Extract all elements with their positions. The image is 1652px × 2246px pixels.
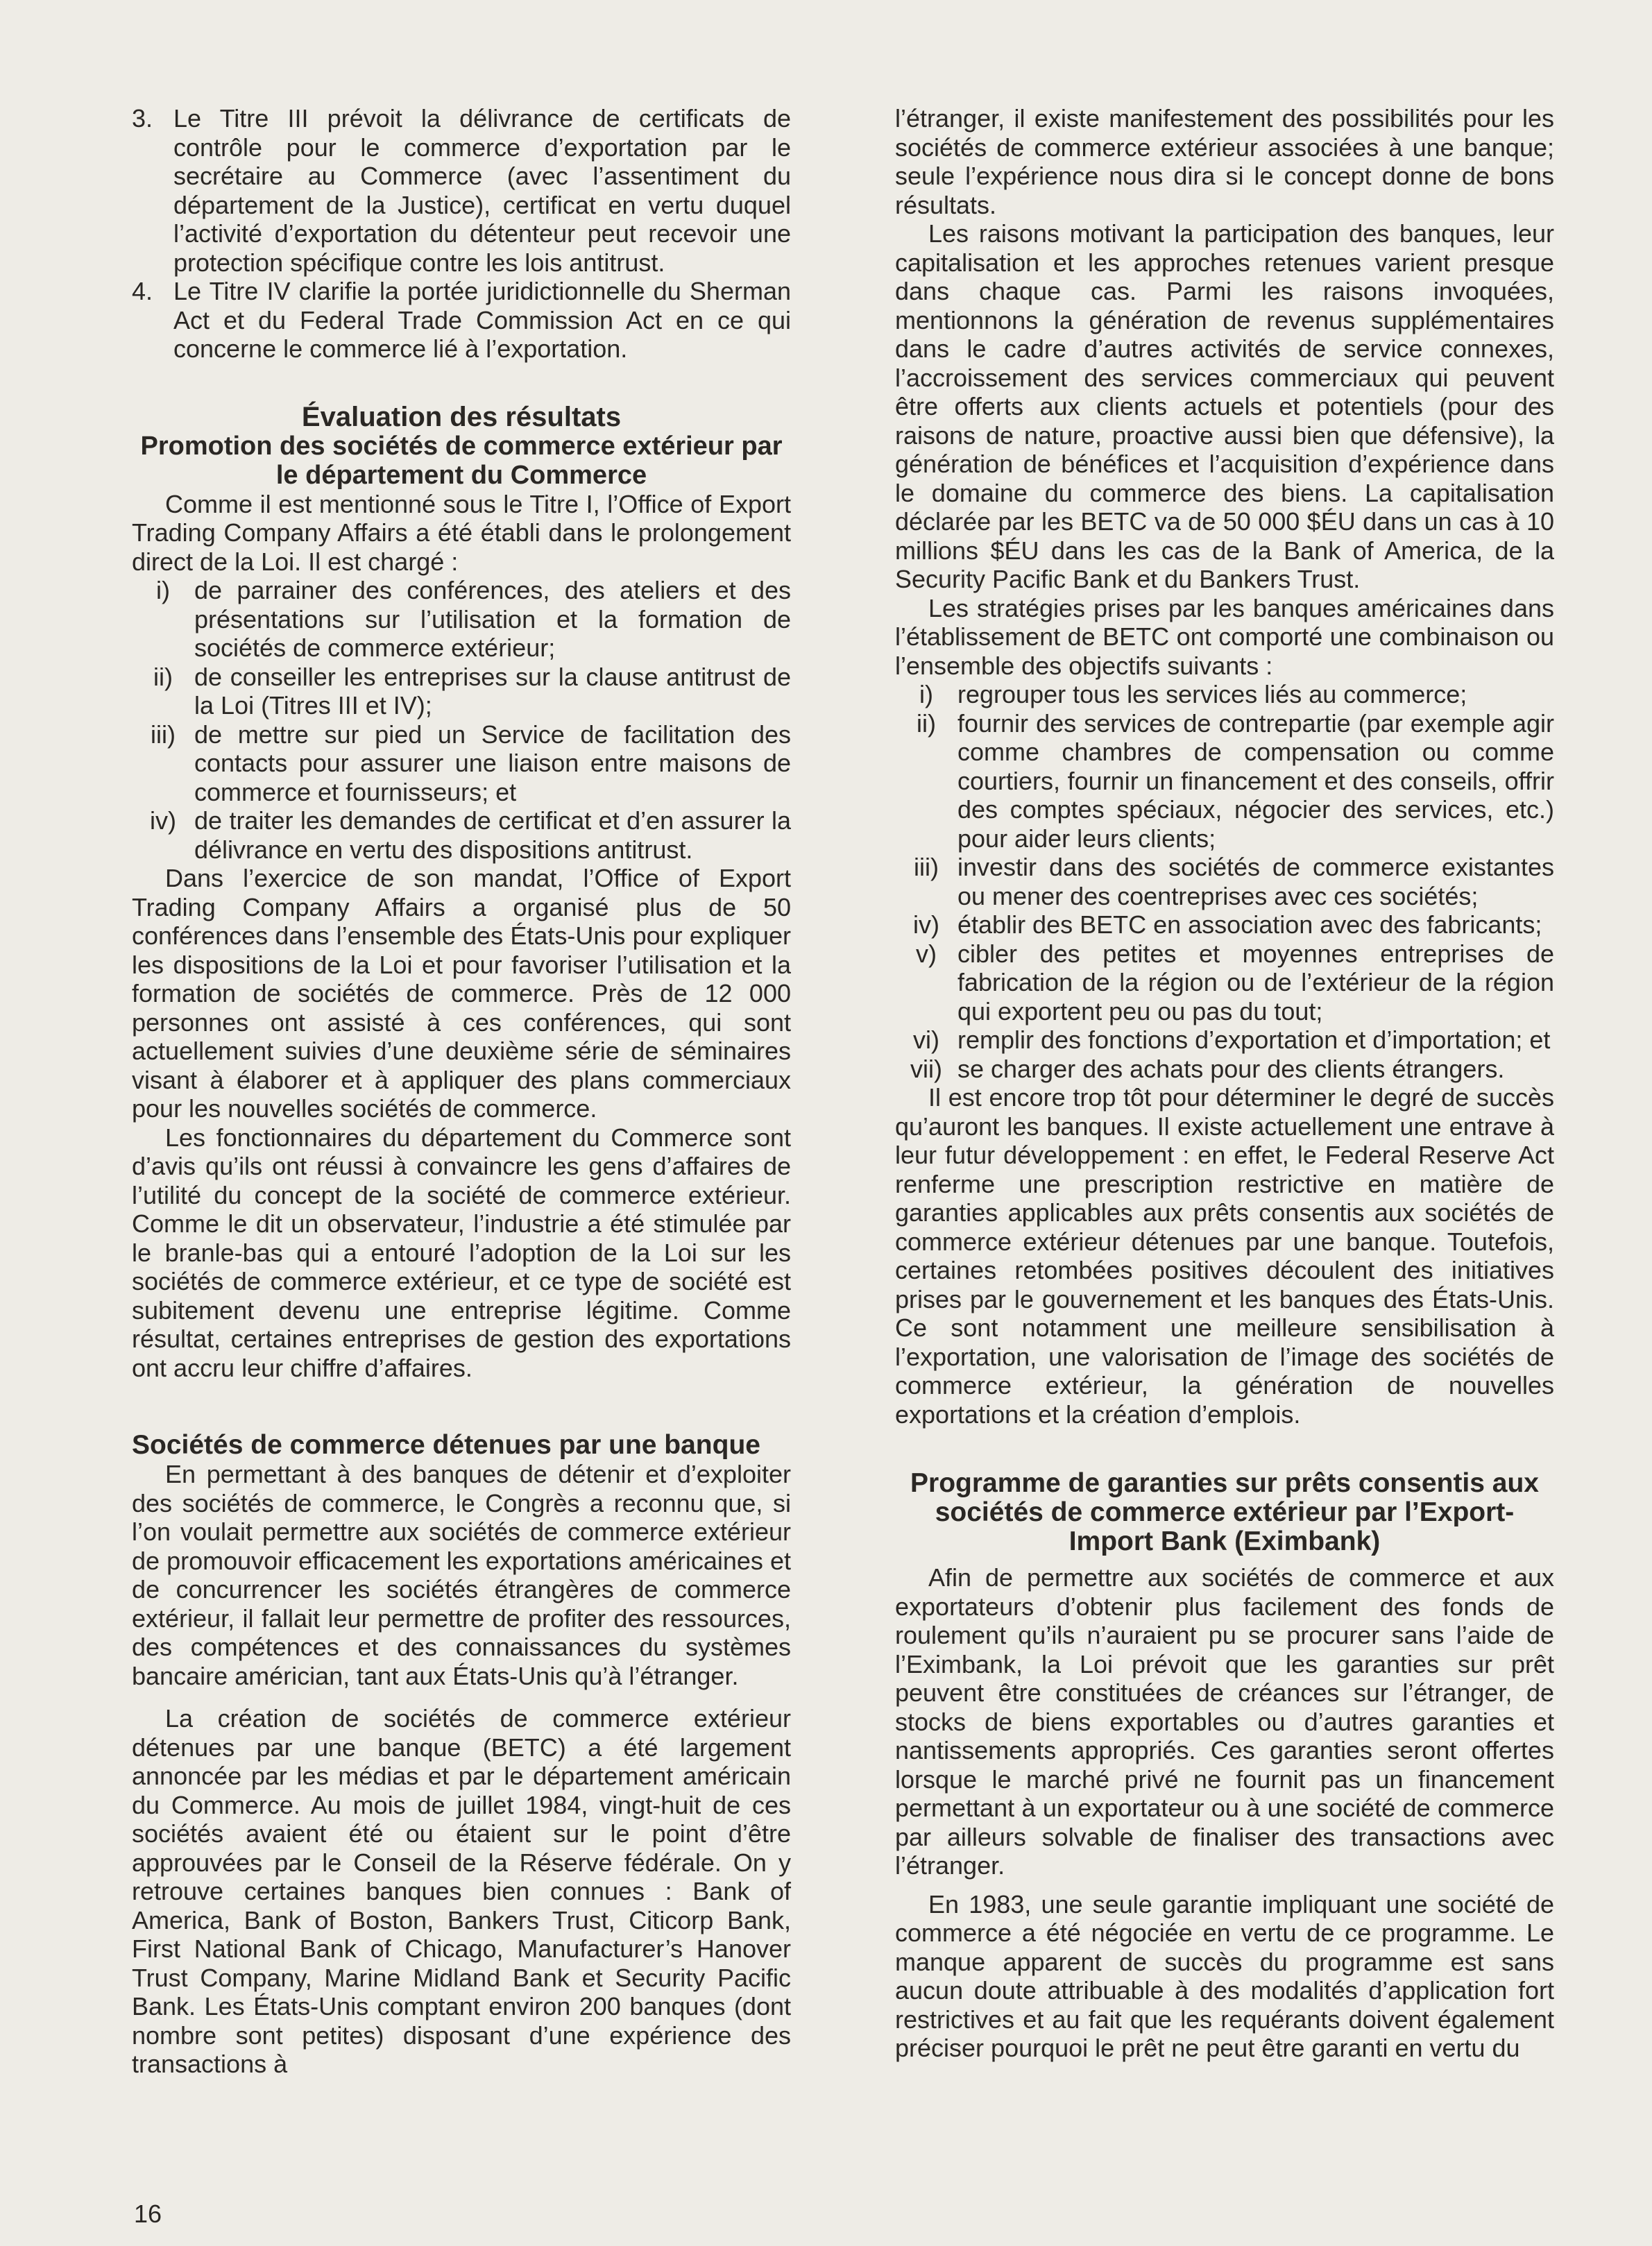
list-item: [895, 1026, 1554, 1055]
paragraph: Les raisons motivant la participation des banques, leur capitalisation et les approches retenues varient presque dans chaque cas. Parmi les raisons invoquées, mentionnons la génération de revenus supplémentaires dans le cadre d’autres activités de service connexes, l’accroissement des services commerciaux qui peuvent être offerts aux clients actuels et potentiels (pour des raisons de nature, proactive aussi bien que défensive), la génération de bénéfices et l’acquisition d’expérience dans le domaine du commerce des biens. La capitalisation déclarée par les BETC va de 50 000 $ÉU dans un cas à 10 millions $ÉU dans les cas de la Bank of America, de la Security Pacific Bank et du Bankers Trust.: [895, 219, 1554, 593]
list-text: cibler des petites et moyennes entreprises de fabrication de la région ou de l’extérieur de la région qui exportent peu ou pas du tout;: [957, 939, 1554, 1026]
list-marker: vii): [910, 1054, 942, 1083]
list-marker: iii): [914, 853, 939, 881]
roman-list: [132, 576, 791, 864]
item-text: Le Titre IV clarifie la portée juridictionnelle du Sherman Act et du Federal Trade Commission Act en ce qui concerne le commerce lié à l’exportation.: [173, 277, 791, 363]
list-marker: i): [919, 680, 933, 708]
paragraph: Comme il est mentionné sous le Titre I, l’Office of Export Trading Company Affairs a été établi dans le prolongement direct de la Loi. Il est chargé :: [132, 489, 791, 576]
subsection-heading: Promotion des sociétés de commerce extérieur par le département du Commerce: [140, 431, 783, 490]
paragraph: Les fonctionnaires du département du Commerce sont d’avis qu’ils ont réussi à convaincre les gens d’affaires de l’utilité du concept de la société de commerce extérieur. Comme le dit un observateur, l’industrie a été stimulée par le branle-bas qui a entouré l’adoption de la Loi sur les sociétés de commerce extérieur, et ce type de société est subitement devenu une entreprise légitime. Comme résultat, certaines entreprises de gestion des exportations ont accru leur chiffre d’affaires.: [132, 1123, 791, 1382]
list-text: regrouper tous les services liés au commerce;: [957, 680, 1467, 708]
list-text: se charger des achats pour des clients étrangers.: [957, 1054, 1505, 1083]
list-item: [132, 720, 791, 807]
numbered-item: [132, 104, 791, 277]
list-text: de traiter les demandes de certificat et d’en assurer la délivrance en vertu des dispositions antitrust.: [194, 806, 791, 864]
page-number: 16: [134, 2200, 162, 2228]
item-number: 3.: [132, 104, 153, 133]
list-item: [895, 853, 1554, 910]
item-number: 4.: [132, 277, 153, 305]
paragraph: En permettant à des banques de détenir et d’exploiter des sociétés de commerce, le Congrès a reconnu que, si l’on voulait permettre aux sociétés de commerce extérieur de promouvoir efficacement les exportations américaines et de concurrencer les sociétés étrangères de commerce extérieur, il fallait leur permettre de profiter des ressources, des compétences et des connaissances du systèmes bancaire américian, tant aux États-Unis qu’à l’étranger.: [132, 1460, 791, 1690]
section-heading: Évaluation des résultats: [301, 401, 622, 432]
section-heading: Programme de garanties sur prêts consentis aux sociétés de commerce extérieur par l’Export-Import Bank (Eximbank): [910, 1468, 1539, 1556]
list-item: [895, 680, 1554, 709]
list-text: établir des BETC en association avec des fabricants;: [957, 910, 1542, 939]
list-text: fournir des services de contrepartie (par exemple agir comme chambres de compensation ou comme courtiers, fournir un financement et des conseils, offrir des comptes spéciaux, négocier des services, etc.) pour aider leurs clients;: [957, 708, 1554, 853]
list-marker: iv): [150, 806, 176, 835]
list-item: [895, 1055, 1554, 1084]
paragraph: La création de sociétés de commerce extérieur détenues par une banque (BETC) a été largement annoncée par les médias et par le département américain du Commerce. Au mois de juillet 1984, vingt-huit de ces sociétés avaient été ou étaient sur le point d’être approuvées par le Conseil de la Réserve fédérale. On y retrouve certaines banques bien connues : Bank of America, Bank of Boston, Bankers Trust, Citicorp Bank, First National Bank of Chicago, Manufacturer’s Hanover Trust Company, Marine Midland Bank et Security Pacific Bank. Les États-Unis comptant environ 200 banques (dont nombre sont petites) disposant d’une expérience des transactions à: [132, 1704, 791, 2078]
list-text: remplir des fonctions d’exportation et d’importation; et: [957, 1026, 1551, 1054]
list-marker: iii): [151, 720, 176, 749]
list-text: investir dans des sociétés de commerce existantes ou mener des coentreprises avec ces sociétés;: [957, 853, 1554, 910]
left-column: [132, 104, 791, 2079]
list-marker: i): [156, 576, 170, 604]
list-marker: vi): [913, 1026, 939, 1054]
list-text: de parrainer des conférences, des ateliers et des présentations sur l’utilisation et la formation de sociétés de commerce extérieur;: [194, 576, 791, 662]
paragraph: Les stratégies prises par les banques américaines dans l’établissement de BETC ont comporté une combinaison ou l’ensemble des objectifs suivants :: [895, 593, 1554, 680]
list-marker: v): [916, 939, 937, 968]
paragraph: Dans l’exercice de son mandat, l’Office of Export Trading Company Affairs a organisé plus de 50 conférences dans l’ensemble des États-Unis pour expliquer les dispositions de la Loi et pour favoriser l’utilisation et la formation de sociétés de commerce. Près de 12 000 personnes ont assisté à ces conférences, qui sont actuellement suivies d’une deuxième série de séminaires visant à élaborer et à appliquer des plans commerciaux pour les nouvelles sociétés de commerce.: [132, 864, 791, 1123]
numbered-item: [132, 277, 791, 364]
list-text: de conseiller les entreprises sur la clause antitrust de la Loi (Titres III et IV);: [194, 662, 791, 720]
list-item: [132, 576, 791, 663]
list-item: [895, 709, 1554, 853]
paragraph: Afin de permettre aux sociétés de commerce et aux exportateurs d’obtenir plus facilement des fonds de roulement qu’ils n’auraient pu se procurer sans l’aide de l’Eximbank, la Loi prévoit que les garanties sur prêt peuvent être constituées de créances sur l’étranger, de stocks de biens exportables ou d’autres garanties et nantissements appropriés. Ces garanties seront offertes lorsque le marché privé ne fournit pas un financement permettant à un exportateur ou à une société de commerce par ailleurs solvable de finaliser des transactions avec l’étranger.: [895, 1563, 1554, 1880]
roman-list: [895, 680, 1554, 1083]
item-text: Le Titre III prévoit la délivrance de certificats de contrôle pour le commerce d’exportation par le secrétaire au Commerce (avec l’assentiment du département de la Justice), certificat en vertu duquel l’activité d’exportation du détenteur peut recevoir une protection spécifique contre les lois antitrust.: [173, 104, 791, 277]
section-heading: Sociétés de commerce détenues par une banque: [132, 1430, 760, 1460]
right-column: [895, 104, 1554, 2063]
list-marker: ii): [917, 708, 936, 738]
list-marker: ii): [153, 662, 173, 691]
list-item: [132, 663, 791, 720]
paragraph: En 1983, une seule garantie impliquant une société de commerce a été négociée en vertu de ce programme. Le manque apparent de succès du programme est sans aucun doute attribuable à des modalités d’application fort restrictives et au fait que les requérants doivent également préciser pourquoi le prêt ne peut être garanti en vertu du: [895, 1889, 1554, 2062]
list-item: [895, 939, 1554, 1026]
paragraph: l’étranger, il existe manifestement des possibilités pour les sociétés de commerce extérieur associées à une banque; seule l’expérience nous dira si le concept donne de bons résultats.: [895, 104, 1554, 219]
list-marker: iv): [913, 910, 939, 939]
list-item: [132, 806, 791, 864]
paragraph: Il est encore trop tôt pour déterminer le degré de succès qu’auront les banques. Il existe actuellement une entrave à leur futur développement : en effet, le Federal Reserve Act renferme une prescription restrictive en matière de garanties applicables aux prêts consentis aux sociétés de commerce extérieur détenues par une banque. Toutefois, certaines retombées positives découlent des initiatives prises par le gouvernement et les banques des États-Unis. Ce sont notamment une meilleure sensibilisation à l’exportation, une valorisation de l’image des sociétés de commerce extérieur, la génération de nouvelles exportations et la création d’emplois.: [895, 1083, 1554, 1429]
list-item: [895, 910, 1554, 939]
list-text: de mettre sur pied un Service de facilitation des contacts pour assurer une liaison entre maisons de commerce et fournisseurs; et: [194, 720, 791, 806]
